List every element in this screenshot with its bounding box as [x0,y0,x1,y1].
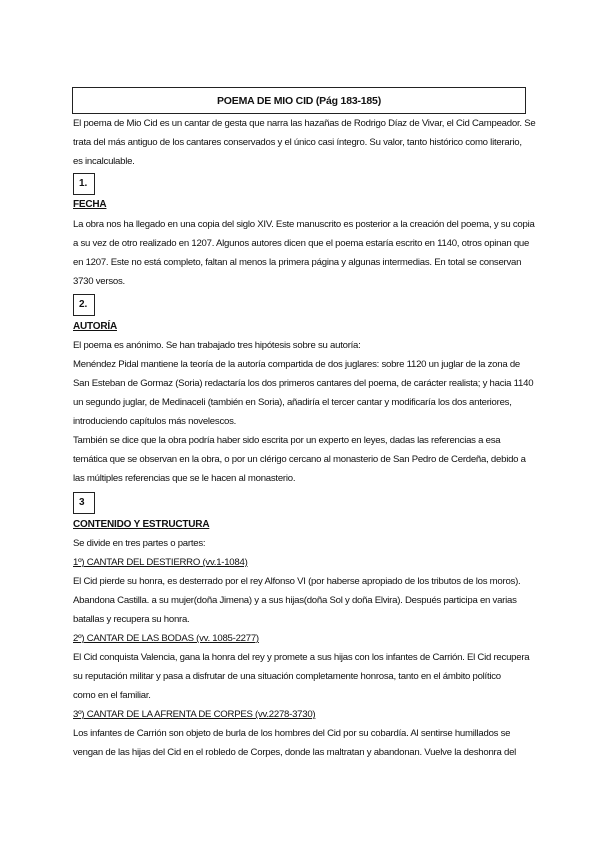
afrenta-line-1: Los infantes de Carrión son objeto de burla de los hombres del Cid por su cobardía. Al sentirse humillados se [73,728,511,739]
autoria-line-5: introduciendo capítulos más novelescos. [73,416,237,427]
destierro-line-2: Abandona Castilla. a su mujer(doña Jimena) y a sus hijas(doña Sol y doña Elvira). Después participa en varias [73,595,517,606]
autoria-line-8: las múltiples referencias que se le hacen al monasterio. [73,473,296,484]
autoria-line-6: También se dice que la obra podría haber sido escrita por un experto en leyes, dadas las referencias a esa [73,435,501,446]
destierro-line-3: batallas y recupera su honra. [73,614,190,625]
afrenta-line-2: vengan de las hijas del Cid en el robledo de Corpes, donde las maltratan y abandonan. Vuelve la deshonra del [73,747,517,758]
bodas-line-2: su reputación militar y pasa a disfrutar de una situación completamente honrosa, tanto en el ámbito político [73,671,501,682]
autoria-line-7: temática que se observan en la obra, o por un clérigo cercano al monasterio de San Pedro de Cerdeña, debido a [73,454,526,465]
autoria-line-3: San Esteban de Gormaz (Soria) redactaría los dos primeros cantares del poema, de carácter realista; y hacia 1140 [73,378,534,389]
fecha-line-2: a su vez de otro realizado en 1207. Algunos autores dicen que el poema estaría escrito en 1140, otros opinan que [73,238,530,249]
autoria-line-2: Menéndez Pidal mantiene la teoría de la autoría compartida de dos juglares: sobre 1120 un juglar de la zona de [73,359,520,370]
contenido-intro: Se divide en tres partes o partes: [73,538,206,549]
bodas-line-3: como en el familiar. [73,690,151,701]
section-heading-fecha: FECHA [73,199,107,210]
document-title [72,87,526,114]
autoria-line-1: El poema es anónimo. Se han trabajado tres hipótesis sobre su autoría: [73,340,361,351]
intro-line-3: es incalculable. [73,156,135,167]
intro-line-1: El poema de Mio Cid es un cantar de gesta que narra las hazañas de Rodrigo Díaz de Vivar, el Cid Campeador. Se [73,118,536,129]
section-heading-contenido: CONTENIDO Y ESTRUCTURA [73,519,210,530]
fecha-line-1: La obra nos ha llegado en una copia del siglo XIV. Este manuscrito es posterior a la creación del poema, y su copia [73,219,535,230]
document-title-text: POEMA DE MIO CID (Pág 183-185) [217,94,381,107]
intro-line-2: trata del más antiguo de los cantares conservados y el único casi íntegro. Su valor, tanto histórico como literario, [73,137,522,148]
part-title-destierro: 1º) CANTAR DEL DESTIERRO (vv.1-1084) [73,557,248,568]
destierro-line-1: El Cid pierde su honra, es desterrado por el rey Alfonso VI (por haberse apropiado de los tributos de los moros). [73,576,521,587]
part-title-bodas: 2º) CANTAR DE LAS BODAS (vv. 1085-2277) [73,633,259,644]
section-heading-autoria: AUTORÍA [73,321,117,332]
autoria-line-4: un segundo juglar, de Medinaceli (también en Soria), añadiría el tercer cantar y modificaría los dos anteriores, [73,397,512,408]
bodas-line-1: El Cid conquista Valencia, gana la honra del rey y promete a sus hijas con los infantes de Carrión. El Cid recupera [73,652,530,663]
section-number-1: 1. [73,173,95,195]
fecha-line-4: 3730 versos. [73,276,125,287]
section-number-2: 2. [73,294,95,316]
fecha-line-3: en 1207. Este no está completo, faltan al menos la primera página y algunas intermedias. En total se conservan [73,257,522,268]
part-title-afrenta: 3º) CANTAR DE LA AFRENTA DE CORPES (vv.2278-3730) [73,709,316,720]
section-number-3: 3 [73,492,95,514]
